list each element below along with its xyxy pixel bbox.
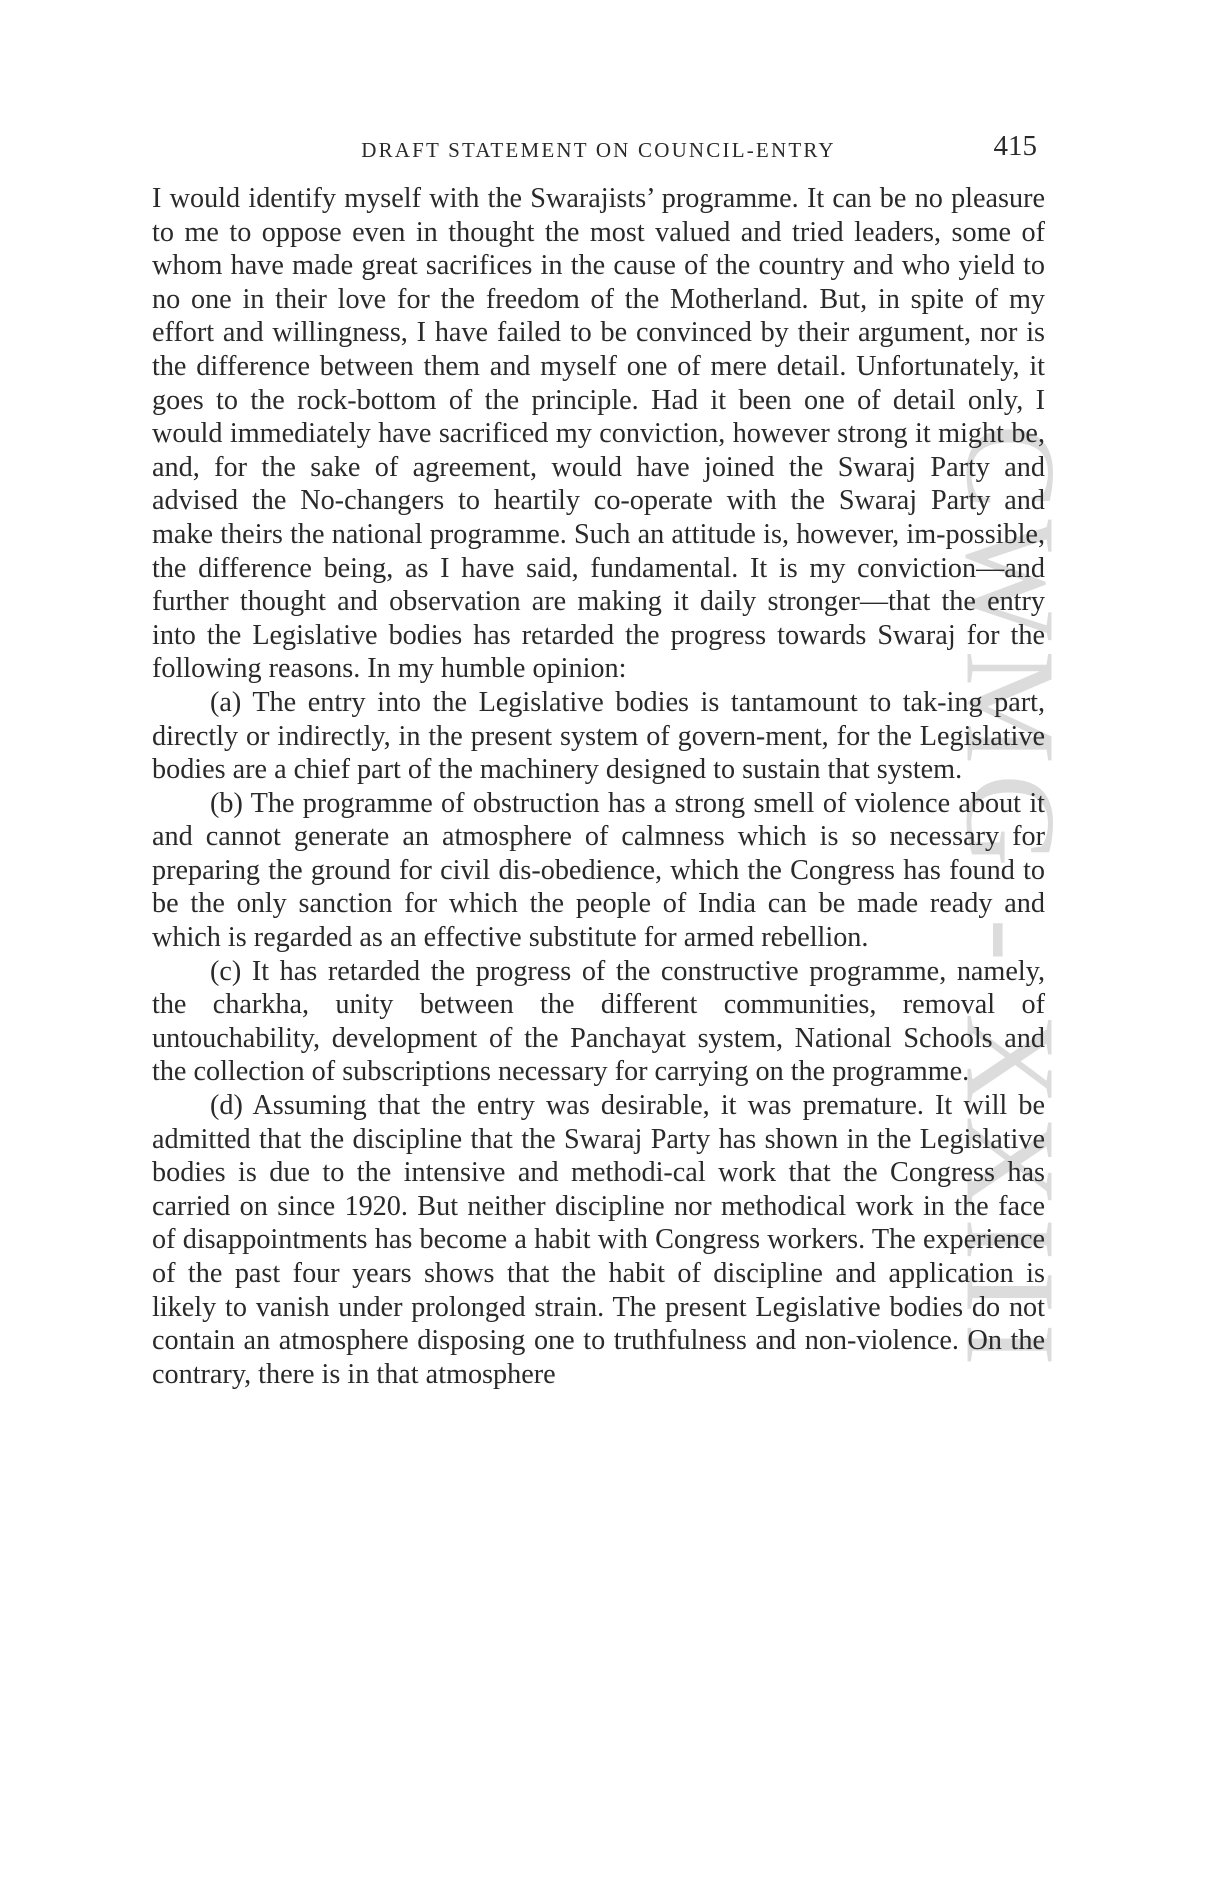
paragraph-intro: I would identify myself with the Swarajists’ programme. It can be no pleasure to me to oppose even in thought the most valued and tried leaders, some of whom have made great sacrifices in the cause of the country and who yield to no one in their love for the freedom of the Motherland. But, in spite of my effort and willingness, I have failed to be convinced by their argument, nor is the difference between them and myself one of mere detail. Unfortunately, it goes to the rock-bottom of the principle. Had it been one of detail only, I would immediately have sacrificed my conviction, however strong it might be, and, for the sake of agreement, would have joined the Swaraj Party and advised the No-changers to heartily co-operate with the Swaraj Party and make theirs the national programme. Such an attitude is, however, im-possible, the difference being, as I have said, fundamental. It is my conviction—and further thought and observation are making it daily stronger—that the entry into the Legislative bodies has retarded the progress towards Swaraj for the following reasons. In my humble opinion: xyxy=(152,183,1045,685)
running-title: DRAFT STATEMENT ON COUNCIL-ENTRY xyxy=(361,138,836,162)
running-header xyxy=(152,130,1045,170)
paragraph-point-c: (c) It has retarded the progress of the constructive programme, namely, the charkha, unity between the different communities, removal of untouchability, development of the Panchayat system, National Schools and the collection of subscriptions necessary for carrying on the programme. xyxy=(152,955,1045,1088)
watermark: CWMG - XXIII xyxy=(939,424,1082,1376)
paragraph-point-a: (a) The entry into the Legislative bodies is tantamount to tak-ing part, directly or indirectly, in the present system of govern-ment, for the Legislative bodies are a chief part of the machinery designed to sustain that system. xyxy=(152,686,1045,786)
paragraph-point-b: (b) The programme of obstruction has a strong smell of violence about it and cannot generate an atmosphere of calmness which is so necessary for preparing the ground for civil dis-obedience, which the Congress has found to be the only sanction for which the people of India can be made ready and which is regarded as an effective substitute for armed rebellion. xyxy=(152,787,1045,954)
body-text xyxy=(152,182,1045,1391)
page-number: 415 xyxy=(993,130,1037,162)
paragraph-point-d: (d) Assuming that the entry was desirable, it was premature. It will be admitted that the discipline that the Swaraj Party has shown in the Legislative bodies is due to the intensive and methodi-cal work that the Congress has carried on since 1920. But neither discipline nor methodical work in the face of disappointments has become a habit with Congress workers. The experience of the past four years shows that the habit of discipline and application is likely to vanish under prolonged strain. The present Legislative bodies do not contain an atmosphere disposing one to truthfulness and non-violence. On the contrary, there is in that atmosphere xyxy=(152,1090,1045,1390)
